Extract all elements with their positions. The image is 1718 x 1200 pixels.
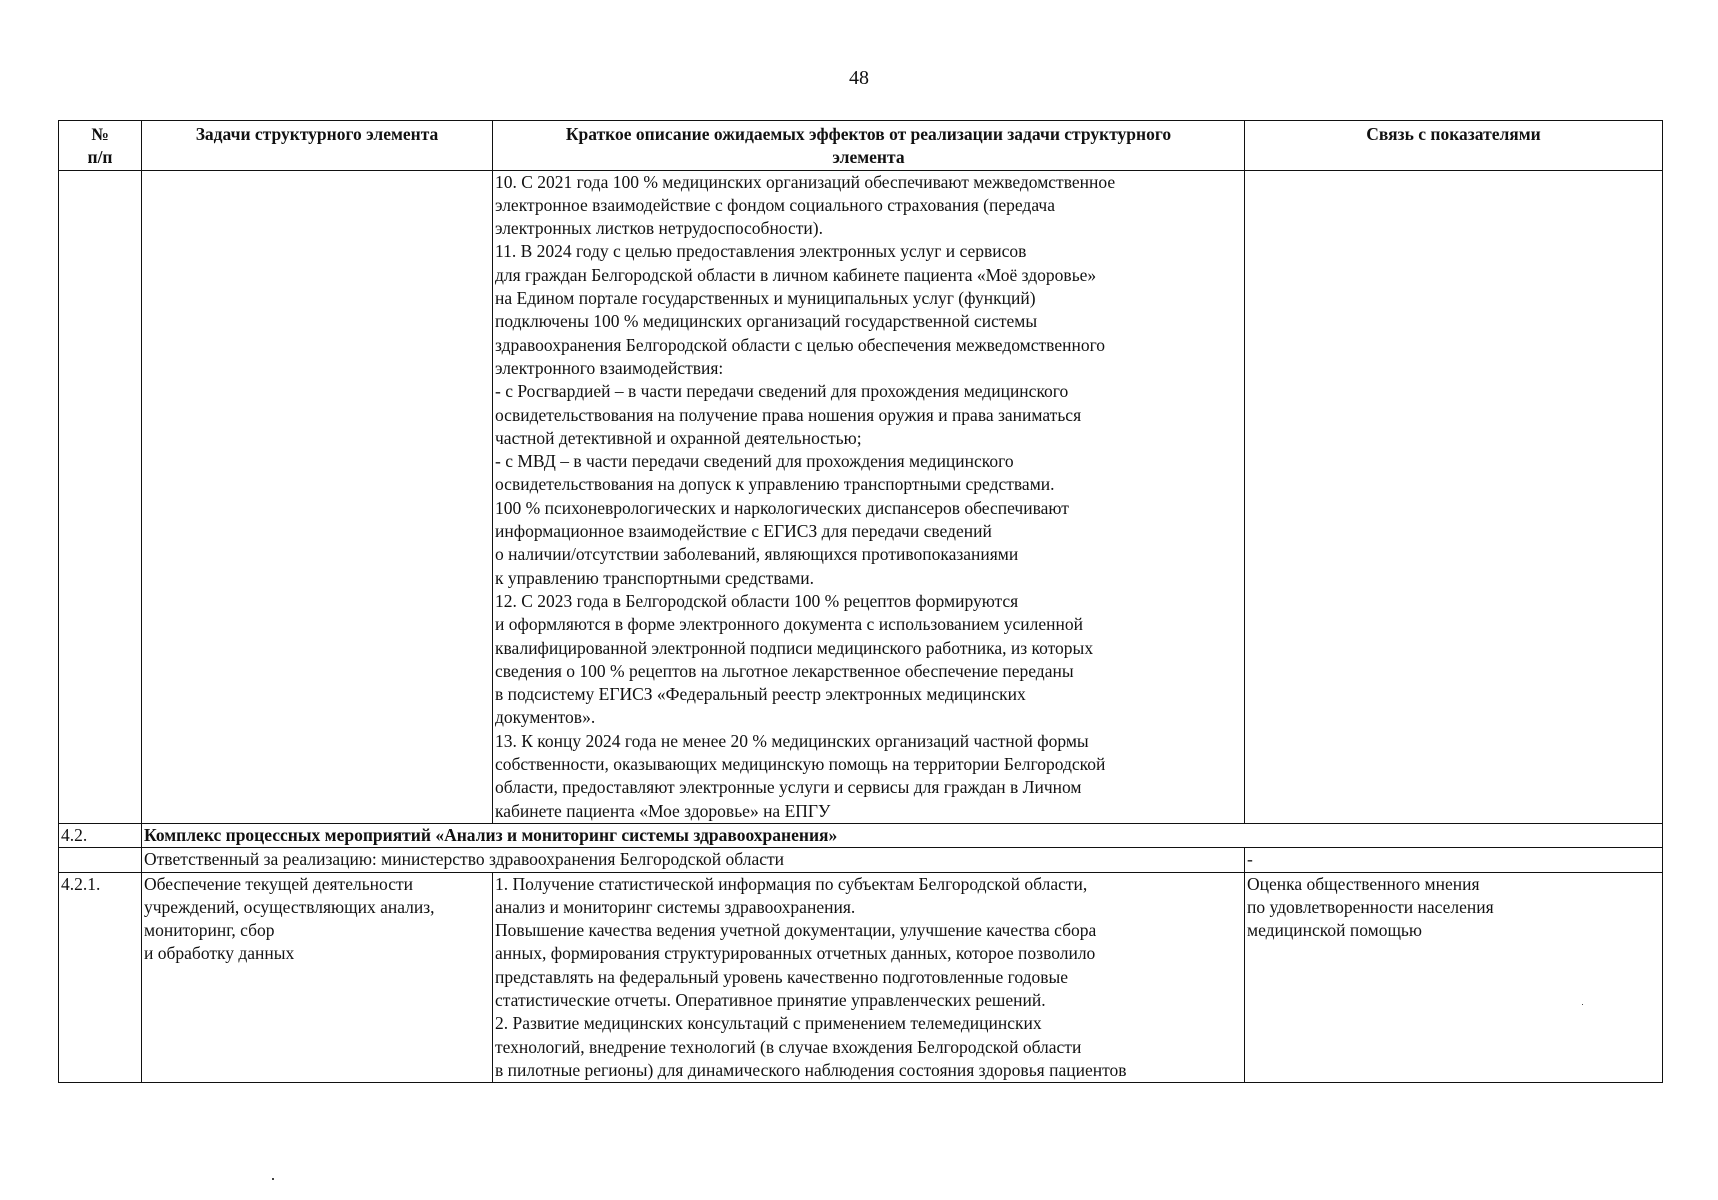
effect-line: анных, формирования структурированных отчетных данных, которое позволило: [495, 943, 1096, 964]
header-line: Задачи структурного элемента: [195, 124, 439, 144]
effect-line: электронного взаимодействия:: [495, 357, 724, 378]
effect-line: кабинете пациента «Мое здоровье» на ЕПГУ: [495, 800, 831, 821]
header-effects: [493, 121, 1245, 171]
effect-line: для граждан Белгородской области в личном кабинете пациента «Моё здоровье»: [495, 264, 1097, 285]
effect-line: здравоохранения Белгородской области с целью обеспечения межведомственного: [495, 334, 1106, 355]
effect-line: 2. Развитие медицинских консультаций с применением телемедицинских: [495, 1013, 1042, 1034]
cell-number: [59, 848, 142, 872]
section-title: Комплекс процессных мероприятий «Анализ и мониторинг системы здравоохранения»: [142, 823, 1663, 847]
task-line: и обработку данных: [144, 943, 295, 964]
header-line: Связь с показателями: [1366, 124, 1541, 144]
header-line: элемента: [832, 147, 905, 168]
section-number: 4.2.: [59, 823, 142, 847]
effect-line: электронное взаимодействие с фондом социального страхования (передача: [495, 194, 1055, 215]
indicator-line: медицинской помощью: [1247, 920, 1422, 941]
effect-line: - с Росгвардией – в части передачи сведений для прохождения медицинского: [495, 381, 1069, 402]
indicator-line: Оценка общественного мнения: [1247, 873, 1480, 894]
effect-line: освидетельствования на получение права ношения оружия и права заниматься: [495, 404, 1082, 425]
task-description: [142, 872, 493, 1083]
effect-line: анализ и мониторинг системы здравоохранения.: [495, 896, 856, 917]
effect-line: технологий, внедрение технологий (в случае вхождения Белгородской области: [495, 1036, 1082, 1057]
effect-line: подключены 100 % медицинских организаций государственной системы: [495, 311, 1038, 332]
effect-line: сведения о 100 % рецептов на льготное лекарственное обеспечение переданы: [495, 660, 1074, 681]
cell-number: [59, 170, 142, 823]
header-task: [142, 121, 493, 171]
table-row-section: [59, 823, 1663, 847]
effect-line: области, предоставляют электронные услуги и сервисы для граждан в Личном: [495, 777, 1082, 798]
effect-line: в подсистему ЕГИСЗ «Федеральный реестр электронных медицинских: [495, 684, 1026, 705]
indicator-line: по удовлетворенности населения: [1247, 896, 1494, 917]
effect-line: Повышение качества ведения учетной документации, улучшение качества сбора: [495, 920, 1097, 941]
effect-line: 11. В 2024 году с целью предоставления электронных услуг и сервисов: [495, 241, 1027, 262]
header-link: [1245, 121, 1663, 171]
program-table: [58, 120, 1663, 1083]
table-header-row: [59, 121, 1663, 171]
table-row-task: [59, 872, 1663, 1083]
effect-line: частной детективной и охранной деятельностью;: [495, 427, 862, 448]
cell-link: [1245, 170, 1663, 823]
effect-line: документов».: [495, 707, 596, 728]
effect-line: 100 % психоневрологических и наркологических диспансеров обеспечивают: [495, 497, 1069, 518]
effect-line: - с МВД – в части передачи сведений для прохождения медицинского: [495, 451, 1014, 472]
effect-line: 10. С 2021 года 100 % медицинских организаций обеспечивают межведомственное: [495, 171, 1116, 192]
responsible-text: Ответственный за реализацию: министерство здравоохранения Белгородской области: [142, 848, 1245, 872]
header-line: Краткое описание ожидаемых эффектов от реализации задачи структурного: [565, 124, 1172, 144]
task-link: [1245, 872, 1663, 1083]
task-effects: [493, 872, 1245, 1083]
effect-line: представлять на федеральный уровень качественно подготовленные годовые: [495, 966, 1069, 987]
effect-line: о наличии/отсутствии заболеваний, являющихся противопоказаниями: [495, 544, 1019, 565]
effect-line: электронных листков нетрудоспособности).: [495, 218, 823, 239]
effect-line: 13. К концу 2024 года не менее 20 % медицинских организаций частной формы: [495, 730, 1089, 751]
effect-line: на Едином портале государственных и муниципальных услуг (функций): [495, 288, 1036, 309]
effect-line: статистические отчеты. Оперативное принятие управленческих решений.: [495, 989, 1046, 1010]
scan-speck: [1582, 1004, 1583, 1005]
cell-effects: [493, 170, 1245, 823]
effect-line: собственности, оказывающих медицинскую помощь на территории Белгородской: [495, 754, 1106, 775]
header-number: [59, 121, 142, 171]
header-line: п/п: [87, 147, 113, 168]
cell-task: [142, 170, 493, 823]
effect-line: и оформляются в форме электронного документа с использованием усиленной: [495, 614, 1083, 635]
effect-line: квалифицированной электронной подписи медицинского работника, из которых: [495, 637, 1094, 658]
task-line: мониторинг, сбор: [144, 920, 275, 941]
task-line: учреждений, осуществляющих анализ,: [144, 896, 435, 917]
table-row-responsible: [59, 848, 1663, 872]
task-line: Обеспечение текущей деятельности: [144, 873, 414, 894]
table-row-continued: [59, 170, 1663, 823]
responsible-link: -: [1245, 848, 1663, 872]
effect-line: 1. Получение статистической информация по субъектам Белгородской области,: [495, 873, 1088, 894]
scan-speck: [272, 1178, 274, 1180]
task-number: 4.2.1.: [59, 872, 142, 1083]
effect-line: в пилотные регионы) для динамического наблюдения состояния здоровья пациентов: [495, 1059, 1127, 1080]
effect-line: информационное взаимодействие с ЕГИСЗ для передачи сведений: [495, 521, 992, 542]
effect-line: освидетельствования на допуск к управлению транспортными средствами.: [495, 474, 1055, 495]
page-number: 48: [849, 67, 869, 89]
effect-line: к управлению транспортными средствами.: [495, 567, 814, 588]
effect-line: 12. С 2023 года в Белгородской области 100 % рецептов формируются: [495, 590, 1019, 611]
header-line: №: [91, 124, 109, 144]
